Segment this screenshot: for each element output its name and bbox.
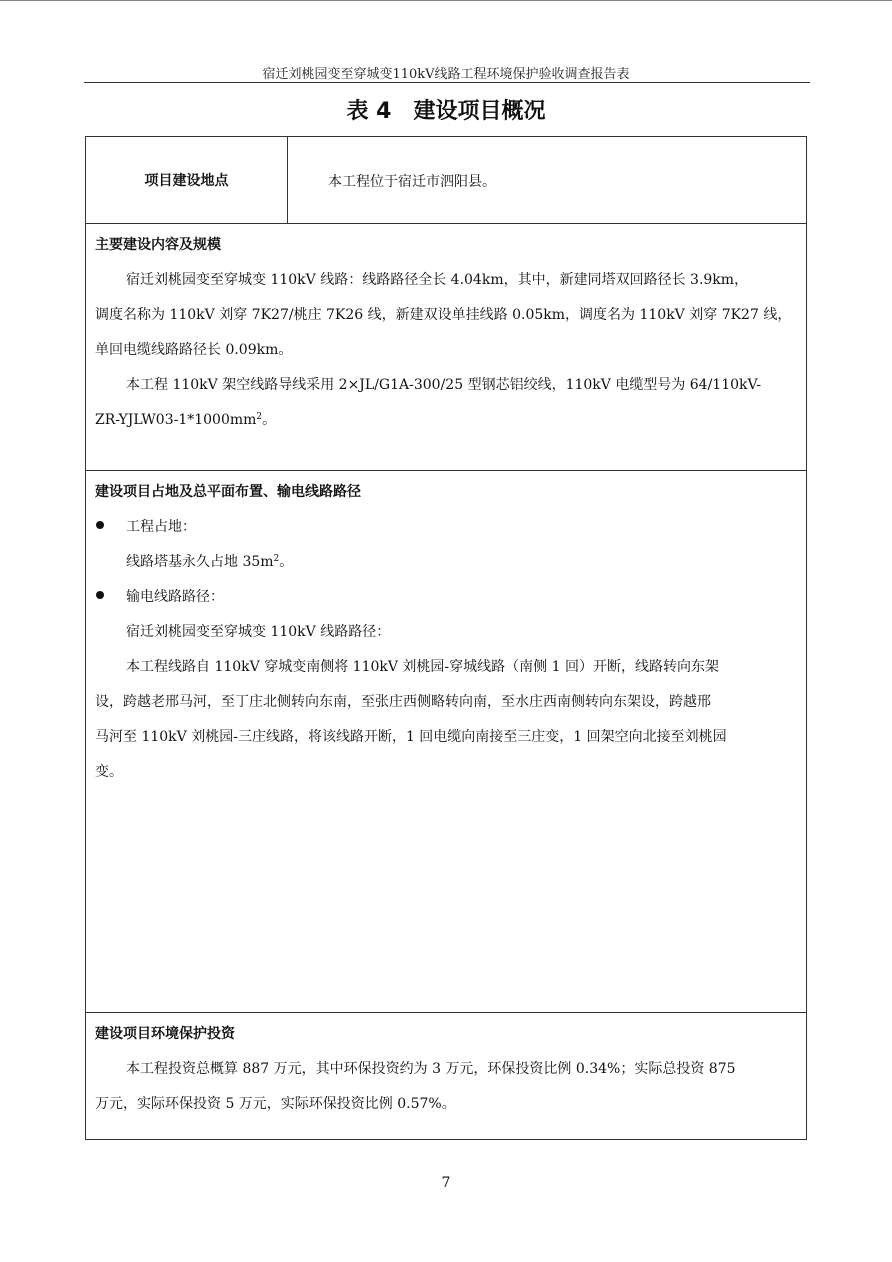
- project-overview-table: [85, 136, 807, 1140]
- land-use-end: 。: [279, 554, 294, 570]
- land-use-value: [126, 551, 293, 571]
- scope-paragraph-1-line-3: 单回电缆线路路径长 0.09km。: [95, 342, 293, 358]
- header-rule: [84, 82, 810, 83]
- cable-spec-superscript: 2: [256, 412, 263, 422]
- location-divider: [287, 137, 288, 223]
- investment-heading: 建设项目环境保护投资: [95, 1026, 235, 1042]
- land-use-label: 工程占地：: [126, 519, 196, 535]
- scope-paragraph-2-line-1: 本工程 110kV 架空线路导线采用 2×JL/G1A-300/25 型钢芯铝绞线，110kV 电缆型号为 64/110kV-: [126, 377, 762, 393]
- cable-spec: ZR-YJLW03-1*1000mm: [95, 412, 257, 428]
- location-label: 项目建设地点: [144, 173, 229, 189]
- route-line-1: 本工程线路自 110kV 穿城变南侧将 110kV 刘桃园-穿城线路（南侧 1 回）开断，线路转向东架: [126, 659, 719, 675]
- layout-heading: 建设项目占地及总平面布置、输电线路路径: [95, 484, 361, 500]
- route-label: 输电线路路径：: [126, 589, 224, 605]
- route-line-4: 变。: [95, 764, 123, 780]
- bullet-dot-icon: [96, 591, 104, 599]
- route-line-3: 马河至 110kV 刘桃园-三庄线路，将该线路开断，1 回电缆向南接至三庄变，1 回架空向北接至刘桃园: [95, 729, 727, 745]
- scope-paragraph-1-line-1: 宿迁刘桃园变至穿城变 110kV 线路：线路路径全长 4.04km，其中，新建同塔双回路径长 3.9km，: [126, 272, 749, 288]
- land-use-superscript: 2: [273, 554, 280, 564]
- location-value: 本工程位于宿迁市泗阳县。: [328, 174, 496, 190]
- scope-paragraph-1-line-2: 调度名称为 110kV 刘穿 7K27/桃庄 7K26 线，新建双设单挂线路 0.05km，调度名为 110kV 刘穿 7K27 线，: [95, 307, 792, 323]
- route-line-2: 设，跨越老邢马河，至丁庄北侧转向东南，至张庄西侧略转向南，至水庄西南侧转向东架设，跨越邢: [95, 694, 711, 710]
- row-divider-2: [86, 470, 806, 471]
- running-header: 宿迁刘桃园变至穿城变110kV线路工程环境保护验收调查报告表: [262, 67, 630, 82]
- cable-spec-end: 。: [262, 412, 277, 428]
- investment-line-1: 本工程投资总概算 887 万元，其中环保投资约为 3 万元，环保投资比例 0.34%；实际总投资 875: [126, 1061, 736, 1077]
- scope-heading: 主要建设内容及规模: [95, 237, 221, 253]
- land-use-text: 线路塔基永久占地 35m: [126, 554, 274, 570]
- scope-paragraph-2-line-2: [95, 409, 276, 429]
- row-divider-1: [86, 223, 806, 224]
- route-subtitle: 宿迁刘桃园变至穿城变 110kV 线路路径：: [126, 624, 391, 640]
- investment-line-2: 万元，实际环保投资 5 万元，实际环保投资比例 0.57%。: [95, 1096, 456, 1112]
- page-top-edge: [0, 0, 892, 1]
- table-title: 表 4 建设项目概况: [346, 99, 546, 124]
- page-number: 7: [441, 1175, 451, 1191]
- bullet-dot-icon: [96, 521, 104, 529]
- row-divider-3: [86, 1012, 806, 1013]
